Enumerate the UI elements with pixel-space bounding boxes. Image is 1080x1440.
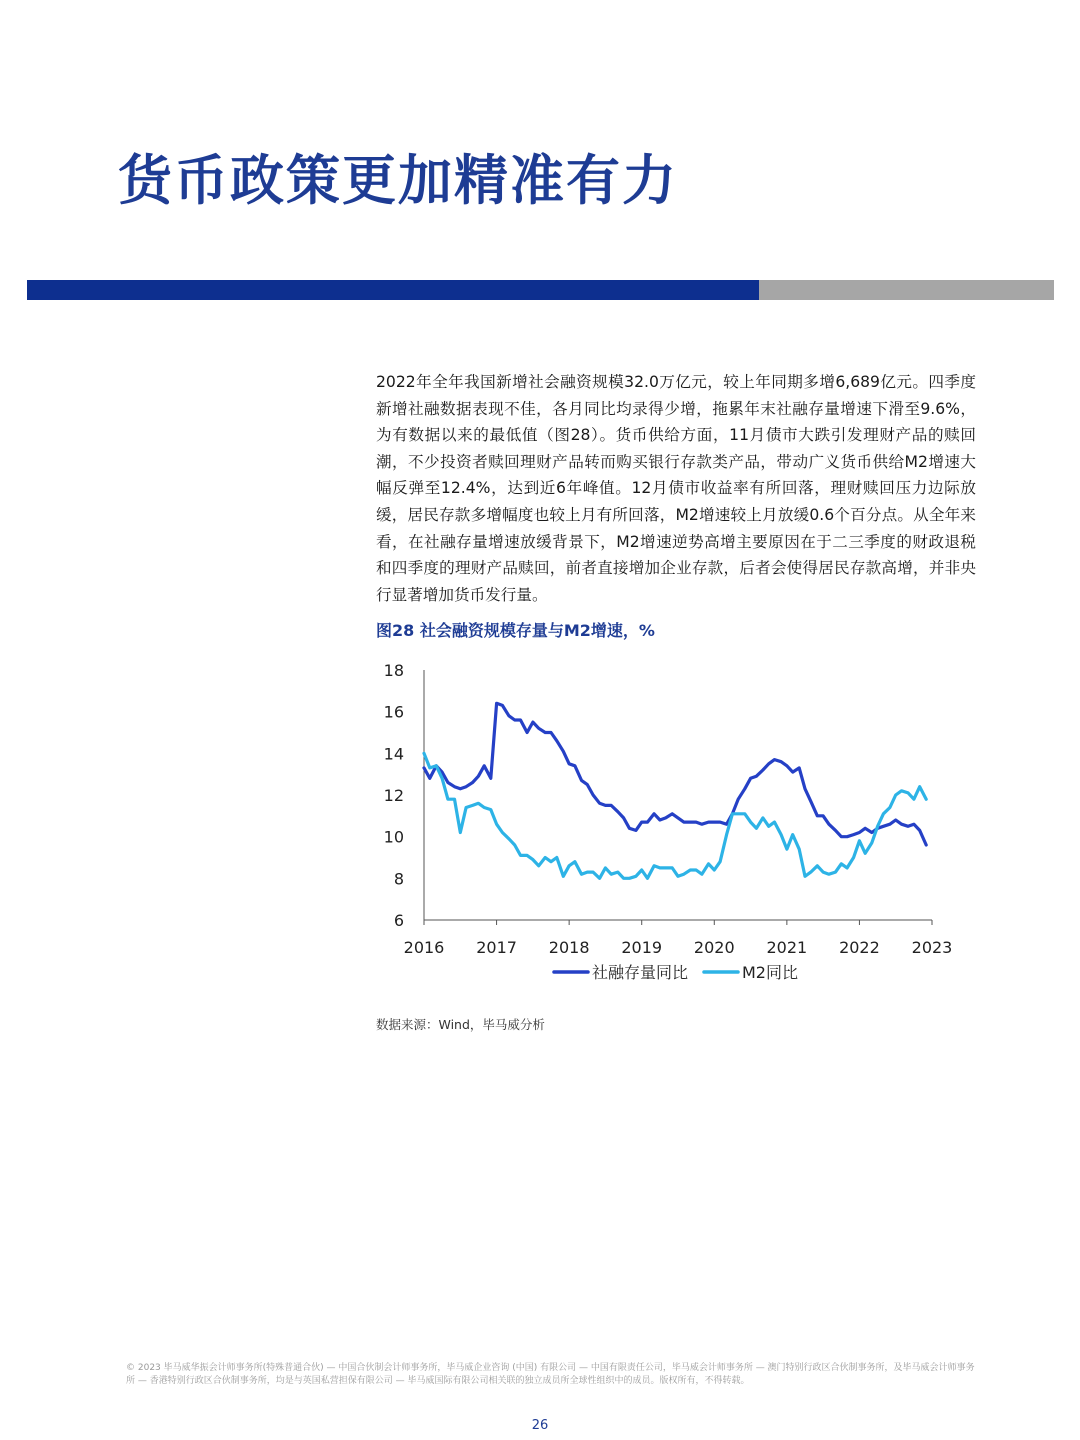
series-lines xyxy=(424,703,926,878)
legend-label-m2: M2同比 xyxy=(742,963,798,982)
x-tick-label: 2023 xyxy=(911,938,953,957)
y-tick-label: 14 xyxy=(383,744,404,764)
page-title: 货币政策更加精准有力 xyxy=(118,149,678,212)
y-tick-label: 10 xyxy=(383,827,404,847)
legend-label-tsf: 社融存量同比 xyxy=(592,963,689,982)
body-paragraph: 2022年全年我国新增社会融资规模32.0万亿元，较上年同期多增6,689亿元。四季度新增社融数据表现不佳，各月同比均录得少增，拖累年末社融存量增速下滑至9.6%，为有数据以来的最低值（图28）。货币供给方面，11月债市大跌引发理财产品的赎回潮，不少投资者赎回理财产品转而购买银行存款类产品，带动广义货币供给M2增速大幅反弹至12.4%，达到近6年峰值。12月债市收益率有所回落，理财赎回压力边际放缓，居民存款多增幅度也较上月有所回落，M2增速较上月放缓0.6个百分点。从全年来看，在社融存量增速放缓背景下，M2增速逆势高增主要原因在于二三季度的财政退税和四季度的理财产品赎回，前者直接增加企业存款，后者会使得居民存款高增，并非央行显著增加货币发行量。 xyxy=(376,373,976,604)
legend xyxy=(554,963,798,982)
source-note: 数据来源：Wind，毕马威分析 xyxy=(376,1017,545,1032)
x-tick-label: 2020 xyxy=(693,938,735,957)
y-tick-label: 18 xyxy=(383,661,404,680)
y-tick-label: 16 xyxy=(383,702,404,722)
header-divider-blue xyxy=(27,280,759,300)
x-tick-label: 2021 xyxy=(766,938,808,957)
footer-legal: © 2023 毕马威华振会计师事务所(特殊普通合伙) — 中国合伙制会计师事务所，毕马威企业咨询 (中国) 有限公司 — 中国有限责任公司，毕马威会计师事务所 — 澳门特别行政区合伙制事务所，及毕马威会计师事务所 — 香港特别行政区合伙制事务所，均是与英国私营担保有限公司 — 毕马威国际有限公司相关联的独立成员所全球性组织中的成员。版权所有，不得转载。 xyxy=(126,1363,975,1386)
y-tick-label: 12 xyxy=(383,786,404,805)
y-tick-labels xyxy=(384,661,404,930)
series-line-tsf xyxy=(424,703,926,845)
y-tick-label: 8 xyxy=(393,869,404,889)
line-chart xyxy=(370,652,970,992)
x-tick-label: 2016 xyxy=(403,938,445,957)
figure-title: 图28 社会融资规模存量与M2增速，% xyxy=(376,621,655,640)
x-tick-label: 2017 xyxy=(476,938,517,957)
page-number: 26 xyxy=(531,1418,549,1433)
y-tick-label: 6 xyxy=(393,911,404,930)
header-divider-gray xyxy=(759,280,1054,300)
x-tick-label: 2019 xyxy=(621,938,663,957)
x-tick-label: 2022 xyxy=(839,938,880,957)
x-tick-labels xyxy=(404,938,953,957)
x-axis-line-group xyxy=(424,670,932,925)
x-tick-label: 2018 xyxy=(548,938,590,957)
